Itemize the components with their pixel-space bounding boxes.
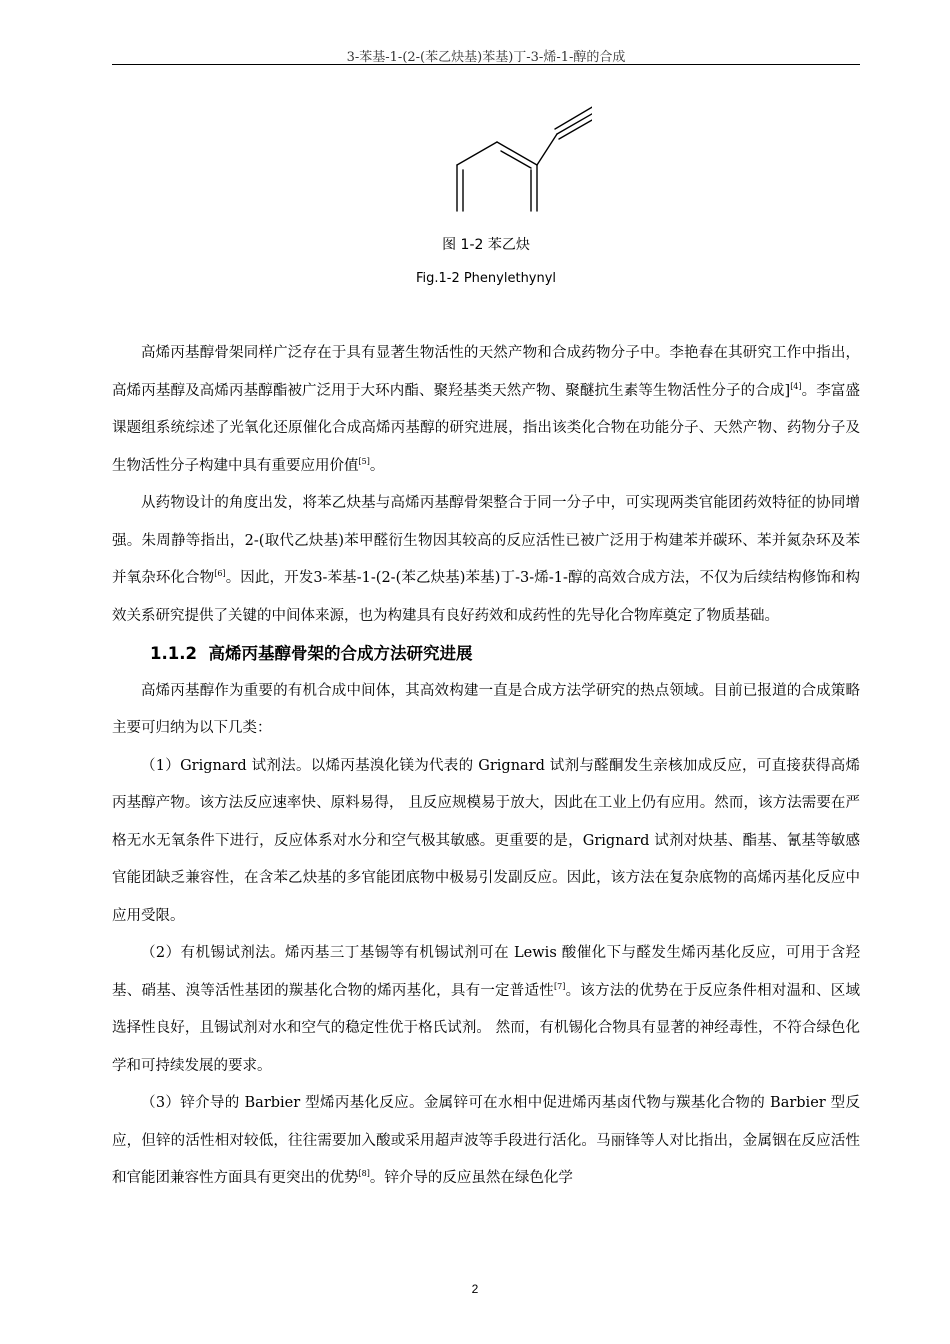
paragraph-text: （2）有机锡试剂法。烯丙基三丁基锡等有机锡试剂可在 Lewis 酸催化下与醛发生烯丙基化反应，可用于含羟基、硝基、溴等活性基团的羰基化合物的烯丙基化，具有一定普适性 [112, 945, 860, 999]
citation: [8] [358, 1169, 370, 1178]
paragraph-text: 。因此，开发3-苯基-1-(2-(苯乙炔基)苯基)丁-3-烯-1-醇的高效合成方法，不仅为后续结构修饰和构效关系研究提供了关键的中间体来源，也为构建具有良好药效和成药性的先导化合物库奠定了物质基础。 [112, 570, 861, 624]
paragraph-text: 。该方法的优势在于反应条件相对温和、区域选择性良好，且锡试剂对水和空气的稳定性优于格氏试剂。 然而，有机锡化合物具有显著的神经毒性，不符合绿色化学和可持续发展的要求。 [112, 982, 861, 1074]
citation: [5] [358, 456, 370, 466]
figure-caption-en: Fig.1-2 Phenylethynyl [415, 271, 557, 286]
header-rule [112, 64, 860, 65]
figure-caption-cn: 图 1-2 苯乙炔 [442, 237, 530, 253]
page-number: 2 [471, 1282, 479, 1296]
paragraph-text: 。 [369, 457, 385, 474]
section-title: 高烯丙基醇骨架的合成方法研究进展 [208, 644, 473, 663]
paragraph [112, 335, 860, 485]
phenylethynyl-structure [422, 96, 592, 216]
paragraph [112, 485, 860, 635]
paragraph-text: （3）锌介导的 Barbier 型烯丙基化反应。金属锌可在水相中促进烯丙基卤代物与羰基化合物的 Barbier 型反应，但锌的活性相对较低，往往需要加入酸或采用超声波等手段进行活化。马丽锋等人对比指出，金属铟在反应活性和官能团兼容性方面具有更突出的优势 [112, 1095, 860, 1186]
figure-1-2 [112, 96, 860, 296]
citation: [4] [790, 381, 802, 391]
paragraph [112, 935, 860, 1085]
paragraph [112, 1085, 860, 1198]
citation: [7] [554, 981, 566, 991]
paragraph-text: 高烯丙基醇骨架同样广泛存在于具有显著生物活性的天然产物和合成药物分子中。李艳春在其研究工作中指出，高烯丙基醇及高烯丙基醇酯被广泛用于大环内酯、聚羟基类天然产物、聚醚抗生素等生物活性分子的合成] [112, 345, 860, 399]
section-heading [112, 635, 860, 673]
running-header: 3-苯基-1-(2-(苯乙炔基)苯基)丁-3-烯-1-醇的合成 [346, 50, 626, 65]
paragraph-text: 。锌介导的反应虽然在绿色化学 [369, 1170, 573, 1186]
paragraph-text: 。李富盛课题组系统综述了光氧化还原催化合成高烯丙基醇的研究进展，指出该类化合物在功能分子、天然产物、药物分子及生物活性分子构建中具有重要应用价值 [112, 382, 861, 474]
paragraph [112, 748, 860, 936]
paragraph-text: 高烯丙基醇作为重要的有机合成中间体，其高效构建一直是合成方法学研究的热点领域。目前已报道的合成策略主要可归纳为以下几类： [112, 682, 860, 736]
body-text [112, 335, 860, 1198]
paragraph-text: （1）Grignard 试剂法。以烯丙基溴化镁为代表的 Grignard 试剂与醛酮发生亲核加成反应，可直接获得高烯丙基醇产物。该方法反应速率快、原料易得， 且反应规模易于放大，因此在工业上仍有应用。然而，该方法需要在严格无水无氧条件下进行，反应体系对水分和空气极其敏感。更重要的是，Grignard 试剂对炔基、酯基、氰基等敏感官能团缺乏兼容性，在含苯乙炔基的多官能团底物中极易引发副反应。因此，该方法在复杂底物的高烯丙基化反应中应用受限。 [112, 757, 860, 924]
paragraph [112, 673, 860, 748]
section-number: 1.1.2 [150, 644, 197, 663]
paragraph-text: 从药物设计的角度出发，将苯乙炔基与高烯丙基醇骨架整合于同一分子中，可实现两类官能团药效特征的协同增强。朱周静等指出，2-(取代乙炔基)苯甲醛衍生物因其较高的反应活性已被广泛用于构建苯并碳环、苯并氮杂环及苯并氧杂环化合物 [112, 495, 860, 586]
citation: [6] [214, 569, 226, 578]
